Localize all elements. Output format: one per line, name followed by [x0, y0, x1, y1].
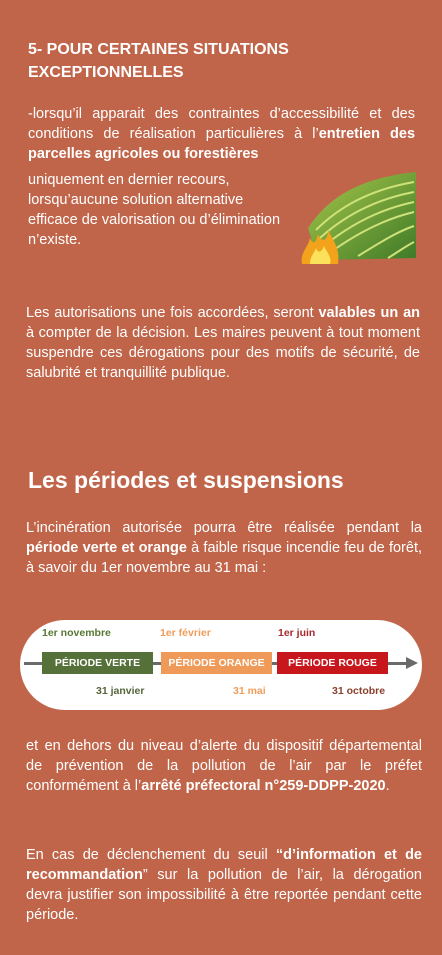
timeline-arrow-icon — [406, 657, 418, 669]
timeline-top-label-1: 1er novembre — [42, 627, 111, 639]
incineration-paragraph — [26, 518, 422, 578]
arrete-reference: arrêté préfectoral n°259-DDPP-2020 — [141, 778, 386, 794]
pollution-text-pre: et en dehors du niveau d’alerte du dispositif départemental de prévention de la pollution de l’air par le préfet conformément à l’ — [26, 738, 422, 794]
authorisation-text-post: à compter de la décision. Les maires peuvent à tout moment suspendre ces dérogations pour des motifs de sécurité, de salubrité et tranquillité publique. — [26, 325, 420, 381]
field-fire-icon — [298, 168, 418, 268]
threshold-paragraph — [26, 845, 422, 925]
timeline-top-label-2: 1er février — [160, 627, 211, 639]
authorisation-paragraph — [26, 303, 420, 383]
timeline-top-label-3: 1er juin — [278, 627, 316, 639]
threshold-text-post: ” sur la pollution de l’air, la dérogation devra justifier son impossibilité à être reportée pendant cette période. — [26, 867, 422, 923]
threshold-text-pre: En cas de déclenchement du seuil — [26, 847, 276, 863]
burning-fields-illustration — [298, 168, 418, 268]
period-timeline — [20, 620, 422, 710]
incineration-bold: période verte et orange — [26, 540, 187, 556]
timeline-bottom-label-3: 31 octobre — [332, 685, 386, 697]
section-5-heading: 5- POUR CERTAINES SITUATIONS EXCEPTIONNELLES — [28, 41, 289, 81]
accessibility-bold: entretien des parcelles agricoles ou forestières — [28, 126, 416, 162]
period-verte-bar: PÉRIODE VERTE — [42, 652, 153, 674]
threshold-bold: “d’information et de recommandation — [26, 847, 422, 883]
pollution-alert-paragraph — [26, 736, 422, 796]
last-resort-paragraph: uniquement en dernier recours, lorsqu’aucune solution alternative efficace de valorisation ou d’élimination n’existe. — [28, 172, 281, 248]
accessibility-text: -lorsqu’il apparait des contraintes d’accessibilité et des conditions de réalisation particulières à l’ — [28, 106, 415, 142]
authorisation-bold: valables un an — [318, 305, 420, 321]
incineration-text-post: à faible risque incendie feu de forêt, à savoir du 1er novembre au 31 mai : — [26, 540, 422, 576]
pollution-text-post: . — [385, 778, 390, 794]
authorisation-text-pre: Les autorisations une fois accordées, seront — [26, 305, 319, 321]
accessibility-paragraph — [28, 104, 415, 164]
timeline-bottom-label-1: 31 janvier — [96, 685, 145, 697]
incineration-text-pre: L’incinération autorisée pourra être réalisée pendant la — [26, 520, 422, 536]
timeline-bottom-label-2: 31 mai — [233, 685, 266, 697]
periods-heading: Les périodes et suspensions — [28, 467, 344, 493]
period-rouge-bar: PÉRIODE ROUGE — [277, 652, 388, 674]
period-orange-bar: PÉRIODE ORANGE — [161, 652, 272, 674]
